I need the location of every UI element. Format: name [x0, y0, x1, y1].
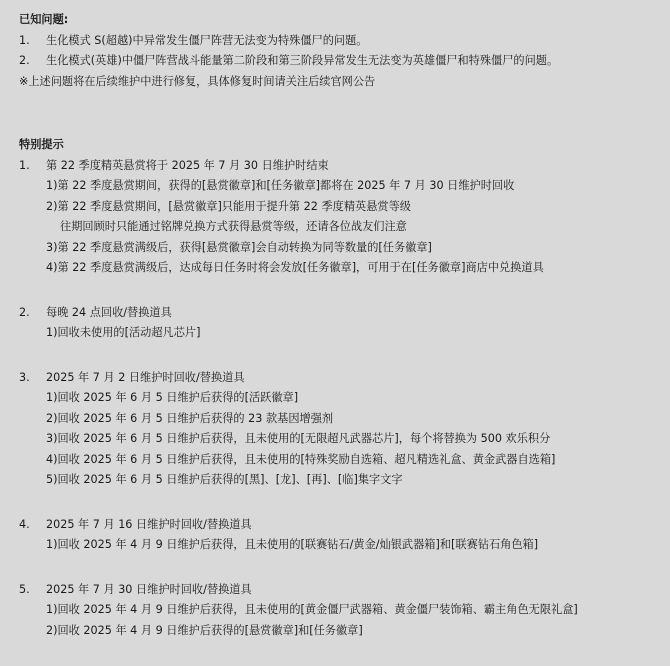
section-title: 第 22 季度精英悬赏将于 2025 年 7 月 30 日维护时结束 [46, 158, 329, 172]
section-number: 3. [19, 370, 30, 384]
section-line: 往期回顾时只能通过铭牌兑换方式获得悬赏等级，还请各位战友们注意 [60, 220, 407, 233]
section-heading [19, 580, 670, 601]
section-line: 2)第 22 季度悬赏期间，[悬赏徽章]只能用于提升第 22 季度精英悬赏等级 [46, 199, 411, 213]
known-issues-title: 已知问题: [19, 13, 69, 26]
section-line: 5)回收 2025 年 6 月 5 日维护后获得的[黑]、[龙]、[再]、[临]集字文字 [46, 473, 403, 486]
item-number: 2. [19, 54, 30, 67]
section-line: 3)回收 2025 年 6 月 5 日维护后获得，且未使用的[无限超凡武器芯片]，每个将替换为 500 欢乐积分 [46, 432, 551, 445]
section-number: 1. [19, 158, 30, 172]
section-heading [19, 156, 670, 177]
section-line: 1)回收未使用的[活动超凡芯片] [46, 326, 201, 339]
section-line: 1)回收 2025 年 6 月 5 日维护后获得的[活跃徽章] [46, 391, 299, 404]
section-line: 4)回收 2025 年 6 月 5 日维护后获得，且未使用的[特殊奖励自选箱、超凡精选礼盒、黄金武器自选箱] [46, 452, 556, 466]
section-heading [19, 303, 670, 324]
section-line: 4)第 22 季度悬赏满级后，达成每日任务时将会发放[任务徽章]，可用于在[任务徽章]商店中兑换道具 [46, 261, 544, 274]
section-line: 1)第 22 季度悬赏期间，获得的[悬赏徽章]和[任务徽章]都将在 2025 年 7 月 30 日维护时回收 [46, 179, 515, 192]
known-issue-item [19, 31, 670, 52]
known-issue-item [19, 51, 670, 72]
known-issues-note: ※上述问题将在后续维护中进行修复，具体修复时间请关注后续官网公告 [19, 74, 376, 88]
section-heading [19, 368, 670, 389]
section-line: 1)回收 2025 年 4 月 9 日维护后获得，且未使用的[联赛钻石/黄金/灿银武器箱]和[联赛钻石角色箱] [46, 538, 539, 551]
section-title: 2025 年 7 月 30 日维护时回收/替换道具 [46, 582, 252, 596]
section-heading [19, 515, 670, 536]
section-line: 3)第 22 季度悬赏满级后，获得[悬赏徽章]会自动转换为同等数量的[任务徽章] [46, 240, 432, 254]
section-title: 2025 年 7 月 16 日维护时回收/替换道具 [46, 517, 252, 531]
item-text: 生化模式(英雄)中僵尸阵营战斗能量第二阶段和第三阶段异常发生无法变为英雄僵尸和特殊僵尸的问题。 [46, 54, 559, 67]
item-number: 1. [19, 33, 30, 47]
section-number: 5. [19, 582, 30, 596]
section-title: 每晚 24 点回收/替换道具 [46, 305, 172, 319]
section-line: 1)回收 2025 年 4 月 9 日维护后获得，且未使用的[黄金僵尸武器箱、黄金僵尸装饰箱、霸主角色无限礼盒] [46, 603, 578, 616]
special-notice-title: 特别提示 [19, 138, 64, 151]
section-line: 2)回收 2025 年 4 月 9 日维护后获得的[悬赏徽章]和[任务徽章] [46, 623, 363, 637]
section-line: 2)回收 2025 年 6 月 5 日维护后获得的 23 款基因增强剂 [46, 411, 334, 425]
section-number: 4. [19, 517, 30, 531]
section-number: 2. [19, 305, 30, 319]
item-text: 生化模式 S(超越)中异常发生僵尸阵营无法变为特殊僵尸的问题。 [46, 33, 368, 47]
section-title: 2025 年 7 月 2 日维护时回收/替换道具 [46, 370, 245, 384]
